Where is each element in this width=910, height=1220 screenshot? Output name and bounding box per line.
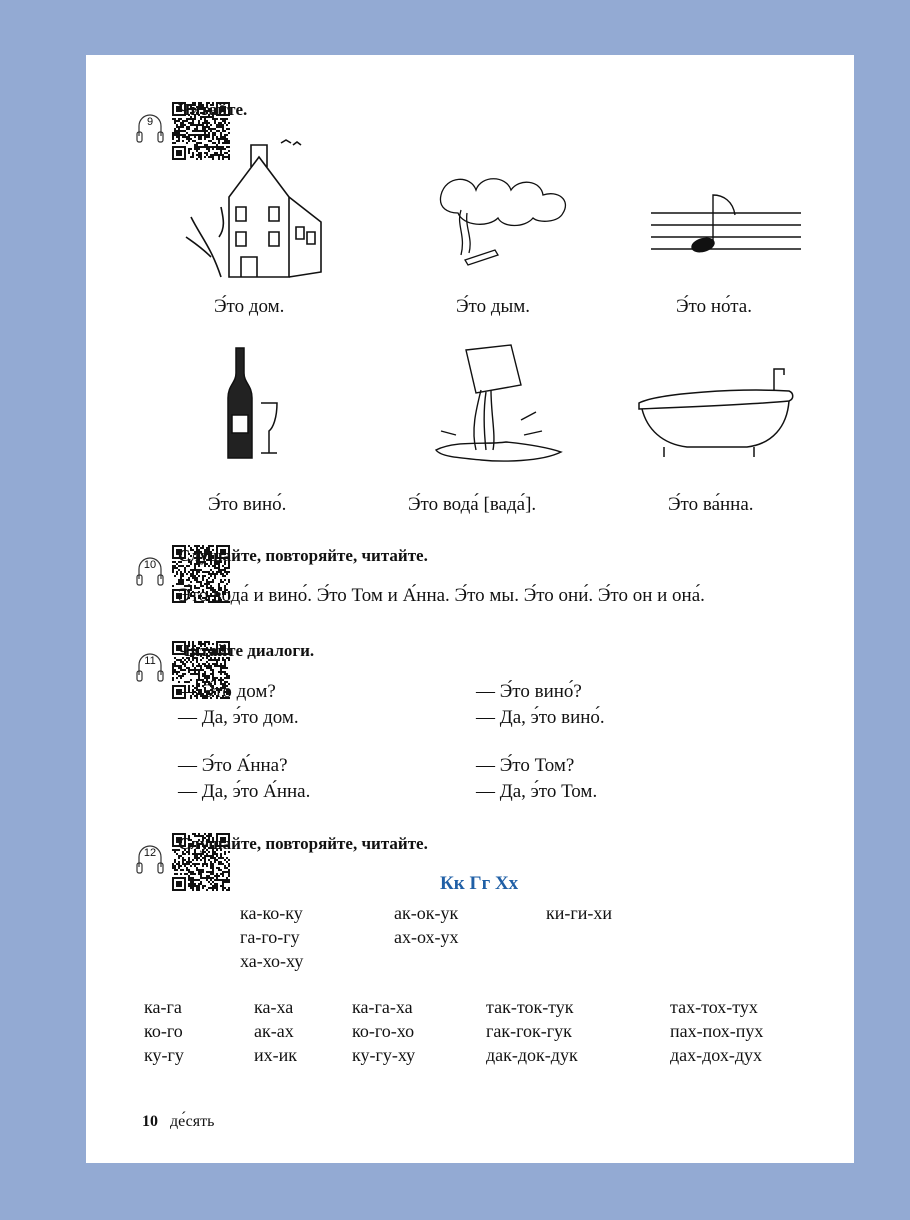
- wine-bottle-icon: [216, 343, 286, 463]
- syllable-group: ко-го: [144, 1021, 183, 1041]
- syllable-column: [240, 901, 303, 973]
- syllable-group: ка-ха: [254, 997, 294, 1017]
- page-number-word: де́сять: [170, 1113, 215, 1130]
- syllable-column: [546, 901, 612, 925]
- syllable-group: ак-ок-ук: [394, 903, 459, 923]
- dialogue-question: — Э́то А́нна?: [178, 755, 288, 776]
- exercise-number: 9: [146, 116, 154, 128]
- picture-caption: Э́то ва́нна.: [668, 494, 754, 515]
- syllable-group: ак-ах: [254, 1021, 294, 1041]
- music-note-icon: [651, 185, 801, 265]
- exercise-number: 12: [143, 847, 157, 859]
- dialogue: [178, 753, 310, 805]
- dialogue-answer: — Да, э́то дом.: [178, 707, 299, 728]
- picture-caption: Э́то вода́ [вада́].: [408, 494, 537, 515]
- dialogue: [476, 679, 605, 731]
- exercise-12-instruction: Слушайте, повторяйте, читайте.: [178, 834, 428, 853]
- syllable-group: гак-гок-гук: [486, 1021, 572, 1041]
- page-number: 10: [142, 1113, 158, 1130]
- syllable-group: так-ток-тук: [486, 997, 574, 1017]
- textbook-page: [86, 55, 854, 1163]
- smoke-icon: [431, 165, 581, 275]
- syllable-group: ку-гу-ху: [352, 1045, 416, 1065]
- picture-caption: Э́то дым.: [456, 296, 531, 317]
- house-icon: [181, 137, 331, 287]
- picture-caption: Э́то вино́.: [208, 494, 287, 515]
- syllable-column: [394, 901, 459, 949]
- dialogue-answer: — Да, э́то А́нна.: [178, 781, 311, 802]
- syllable-column: [352, 995, 415, 1067]
- page-footer: [142, 1113, 214, 1131]
- syllable-group: ах-ох-ух: [394, 927, 459, 947]
- syllable-group: ко-го-хо: [352, 1021, 415, 1041]
- letters-title: Кк Гг Хх: [440, 873, 519, 894]
- dialogue: [476, 753, 597, 805]
- exercise-number: 10: [143, 559, 157, 571]
- syllable-group: дак-док-дук: [486, 1045, 578, 1065]
- syllable-group: га-го-гу: [240, 927, 300, 947]
- dialogue-question: — Э́то дом?: [178, 681, 276, 702]
- syllable-group: ка-ко-ку: [240, 903, 303, 923]
- exercise-10-instruction: Слушайте, повторяйте, читайте.: [178, 546, 428, 565]
- dialogue-answer: — Да, э́то вино́.: [476, 707, 605, 728]
- exercise-9-instruction: Читайте.: [178, 100, 248, 119]
- syllable-column: [254, 995, 297, 1067]
- dialogue-question: — Э́то Том?: [476, 755, 575, 776]
- syllable-group: ха-хо-ху: [240, 951, 304, 971]
- syllable-column: [670, 995, 763, 1067]
- syllable-group: тах-тох-тух: [670, 997, 758, 1017]
- picture-caption: Э́то но́та.: [676, 296, 752, 317]
- picture-caption: Э́то дом.: [214, 296, 285, 317]
- water-bucket-icon: [426, 340, 576, 470]
- syllable-group: дах-дох-дух: [670, 1045, 763, 1065]
- syllable-group: пах-пох-пух: [670, 1021, 764, 1041]
- syllable-column: [486, 995, 578, 1067]
- exercise-number: 11: [144, 655, 156, 667]
- dialogue: [178, 679, 299, 731]
- syllable-group: их-ик: [254, 1045, 298, 1065]
- exercise-11-instruction: Читайте диалоги.: [178, 641, 315, 660]
- dialogue-question: — Э́то вино́?: [476, 681, 582, 702]
- syllable-column: [144, 995, 184, 1067]
- syllable-group: ка-га: [144, 997, 182, 1017]
- bathtub-icon: [634, 363, 804, 463]
- dialogue-answer: — Да, э́то Том.: [476, 781, 598, 802]
- syllable-group: ку-гу: [144, 1045, 184, 1065]
- syllable-group: ка-га-ха: [352, 997, 413, 1017]
- syllable-group: ки-ги-хи: [546, 903, 613, 923]
- exercise-10-text: Э́то вода́ и вино́. Э́то Том и А́нна. Э́то мы. Э́то они́. Э́то он и она́.: [178, 585, 705, 606]
